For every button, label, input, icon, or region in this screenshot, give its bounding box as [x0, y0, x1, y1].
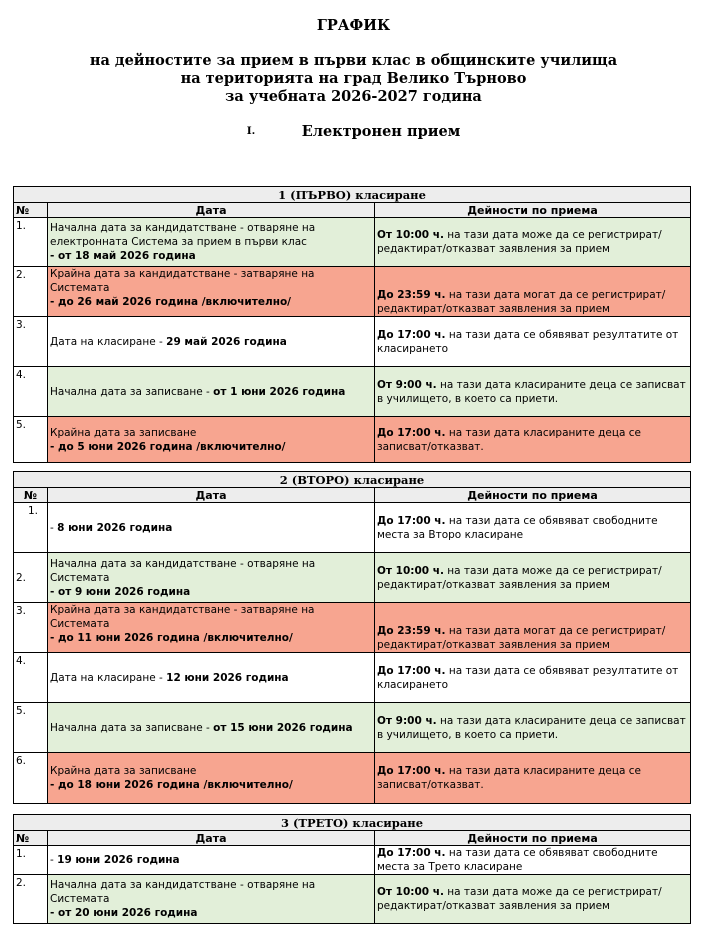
row-date: Дата на класиране - 12 юни 2026 година: [48, 653, 375, 703]
document-subtitle: [0, 52, 707, 106]
row-activity: От 9:00 ч. на тази дата класираните деца се записват в училището, в което са приети.: [375, 367, 691, 417]
row-date: - 8 юни 2026 година: [48, 503, 375, 553]
col-header-num: №: [14, 488, 48, 503]
col-header-activity: Дейности по приема: [375, 488, 691, 503]
row-activity: До 17:00 ч. на тази дата се обявяват резултатите от класирането: [375, 317, 691, 367]
subtitle-line-1: на дейностите за прием в първи клас в общинските училища: [89, 52, 618, 69]
table-row: [14, 553, 691, 603]
round-2-table: [13, 471, 691, 804]
row-number: 5.: [14, 703, 48, 753]
row-number: 2.: [14, 267, 48, 317]
row-date: Начална дата за кандидатстване - отваряне на електронната Система за прием в първи клас - от 18 май 2026 година: [48, 218, 375, 267]
col-header-date: Дата: [48, 203, 375, 218]
col-header-num: №: [14, 203, 48, 218]
section-title: Електронен прием: [301, 123, 461, 140]
row-number: 4.: [14, 367, 48, 417]
table-row: [14, 875, 691, 924]
round-3-table: [13, 814, 691, 924]
row-number: 3.: [14, 603, 48, 653]
row-number: 5.: [14, 417, 48, 463]
row-number: 6.: [14, 753, 48, 804]
row-number: 1.: [14, 218, 48, 267]
round-3-caption: 3 (ТРЕТО) класиране: [14, 815, 691, 831]
section-heading: [0, 123, 707, 140]
table-row: [14, 503, 691, 553]
col-header-num: №: [14, 831, 48, 846]
row-date: Крайна дата за кандидатстване - затваряне на Системата - до 11 юни 2026 година /включително/: [48, 603, 375, 653]
row-date: Начална дата за записване - от 1 юни 2026 година: [48, 367, 375, 417]
table-row: [14, 753, 691, 804]
row-number: 2.: [14, 553, 48, 603]
row-date: Дата на класиране - 29 май 2026 година: [48, 317, 375, 367]
table-row: [14, 218, 691, 267]
round-1-caption: 1 (ПЪРВО) класиране: [14, 187, 691, 203]
table-row: [14, 367, 691, 417]
row-activity: От 9:00 ч. на тази дата класираните деца се записват в училището, в което са приети.: [375, 703, 691, 753]
row-date: - 19 юни 2026 година: [48, 846, 375, 875]
row-number: 1.: [14, 503, 48, 553]
table-row: [14, 703, 691, 753]
row-number: 3.: [14, 317, 48, 367]
row-date: Крайна дата за записване - до 18 юни 2026 година /включително/: [48, 753, 375, 804]
section-number: I.: [246, 125, 256, 137]
row-activity: До 23:59 ч. на тази дата могат да се регистрират/редактират/отказват заявления за прием: [375, 267, 691, 317]
row-activity: До 17:00 ч. на тази дата класираните деца се записват/отказват.: [375, 753, 691, 804]
row-activity: До 17:00 ч. на тази дата се обявяват свободните места за Второ класиране: [375, 503, 691, 553]
col-header-date: Дата: [48, 831, 375, 846]
row-date: Крайна дата за кандидатстване - затваряне на Системата - до 26 май 2026 година /включително/: [48, 267, 375, 317]
row-activity: До 17:00 ч. на тази дата се обявяват резултатите от класирането: [375, 653, 691, 703]
row-date: Начална дата за кандидатстване - отваряне на Системата - от 20 юни 2026 година: [48, 875, 375, 924]
row-activity: До 17:00 ч. на тази дата се обявяват свободните места за Трето класиране: [375, 846, 691, 875]
row-activity: До 23:59 ч. на тази дата могат да се регистрират/редактират/отказват заявления за прием: [375, 603, 691, 653]
col-header-activity: Дейности по приема: [375, 831, 691, 846]
row-number: 1.: [14, 846, 48, 875]
row-date: Начална дата за кандидатстване - отваряне на Системата - от 9 юни 2026 година: [48, 553, 375, 603]
row-activity: От 10:00 ч. на тази дата може да се регистрират/редактират/отказват заявления за прием: [375, 218, 691, 267]
subtitle-line-3: за учебната 2026-2027 година: [225, 88, 482, 105]
round-2-caption: 2 (ВТОРО) класиране: [14, 472, 691, 488]
document-title: ГРАФИК: [316, 17, 391, 34]
row-date: Крайна дата за записване - до 5 юни 2026 година /включително/: [48, 417, 375, 463]
row-number: 2.: [14, 875, 48, 924]
row-activity: От 10:00 ч. на тази дата може да се регистрират/редактират/отказват заявления за прием: [375, 875, 691, 924]
row-activity: До 17:00 ч. на тази дата класираните деца се записват/отказват.: [375, 417, 691, 463]
round-1-table: [13, 186, 691, 463]
table-row: [14, 603, 691, 653]
table-row: [14, 417, 691, 463]
table-row: [14, 653, 691, 703]
row-date: Начална дата за записване - от 15 юни 2026 година: [48, 703, 375, 753]
col-header-date: Дата: [48, 488, 375, 503]
subtitle-line-2: на територията на град Велико Търново: [180, 70, 527, 87]
row-number: 4.: [14, 653, 48, 703]
col-header-activity: Дейности по приема: [375, 203, 691, 218]
table-row: [14, 317, 691, 367]
table-row: [14, 267, 691, 317]
table-row: [14, 846, 691, 875]
row-activity: От 10:00 ч. на тази дата може да се регистрират/редактират/отказват заявления за прием: [375, 553, 691, 603]
